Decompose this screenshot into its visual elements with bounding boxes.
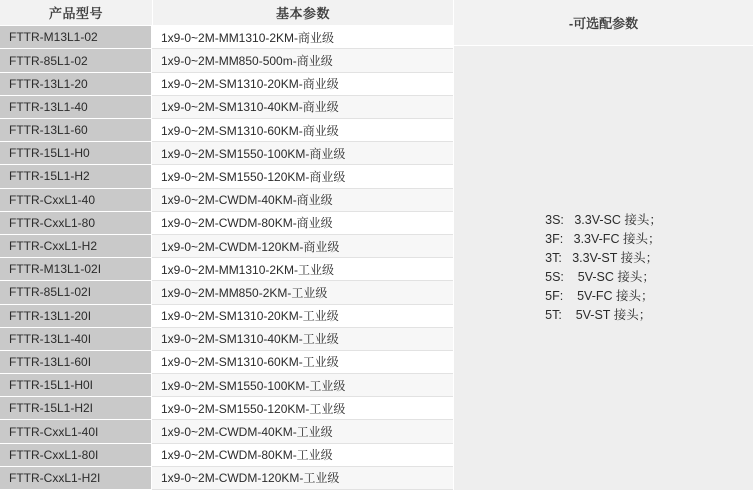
cell-basic-params: 1x9-0~2M-SM1310-60KM-商业级 <box>152 119 453 142</box>
cell-model: FTTR-CxxL1-H2 <box>0 235 152 258</box>
cell-basic-params: 1x9-0~2M-CWDM-120KM-商业级 <box>152 235 453 258</box>
cell-model: FTTR-85L1-02I <box>0 281 152 304</box>
cell-model: FTTR-13L1-20I <box>0 305 152 328</box>
cell-basic-params: 1x9-0~2M-MM850-500m-商业级 <box>152 49 453 72</box>
table-row <box>0 258 453 281</box>
cell-basic-params: 1x9-0~2M-SM1310-40KM-工业级 <box>152 328 453 351</box>
cell-model: FTTR-15L1-H0 <box>0 142 152 165</box>
optional-param-line: 5S: 5V-SC 接头； <box>545 270 655 284</box>
cell-model: FTTR-15L1-H0I <box>0 374 152 397</box>
cell-basic-params: 1x9-0~2M-SM1310-20KM-工业级 <box>152 305 453 328</box>
cell-model: FTTR-M13L1-02I <box>0 258 152 281</box>
cell-basic-params: 1x9-0~2M-SM1550-100KM-工业级 <box>152 374 453 397</box>
table-row <box>0 49 453 72</box>
cell-basic-params: 1x9-0~2M-SM1310-20KM-商业级 <box>152 73 453 96</box>
table-row <box>0 96 453 119</box>
optional-param-line: 5T: 5V-ST 接头； <box>545 308 652 322</box>
header-model: 产品型号 <box>0 0 152 25</box>
cell-basic-params: 1x9-0~2M-MM850-2KM-工业级 <box>152 281 453 304</box>
table-row <box>0 444 453 467</box>
header-basic-params: 基本参数 <box>152 0 453 25</box>
optional-param-line: 3F: 3.3V-FC 接头； <box>545 232 661 246</box>
table-row <box>0 281 453 304</box>
table-row <box>0 351 453 374</box>
cell-model: FTTR-M13L1-02 <box>0 26 152 49</box>
cell-model: FTTR-13L1-60I <box>0 351 152 374</box>
table-row <box>0 73 453 96</box>
cell-basic-params: 1x9-0~2M-SM1310-40KM-商业级 <box>152 96 453 119</box>
table-row <box>0 189 453 212</box>
cell-model: FTTR-13L1-60 <box>0 119 152 142</box>
table-row <box>0 374 453 397</box>
cell-basic-params: 1x9-0~2M-CWDM-120KM-工业级 <box>152 467 453 490</box>
cell-model: FTTR-15L1-H2 <box>0 165 152 188</box>
cell-basic-params: 1x9-0~2M-CWDM-40KM-工业级 <box>152 420 453 443</box>
cell-model: FTTR-CxxL1-80I <box>0 444 152 467</box>
cell-model: FTTR-13L1-20 <box>0 73 152 96</box>
cell-basic-params: 1x9-0~2M-CWDM-80KM-工业级 <box>152 444 453 467</box>
cell-basic-params: 1x9-0~2M-MM1310-2KM-商业级 <box>152 26 453 49</box>
optional-param-line: 3S: 3.3V-SC 接头； <box>545 213 662 227</box>
cell-model: FTTR-CxxL1-80 <box>0 212 152 235</box>
cell-basic-params: 1x9-0~2M-SM1310-60KM-工业级 <box>152 351 453 374</box>
table-header-row <box>0 0 453 26</box>
cell-model: FTTR-CxxL1-H2I <box>0 467 152 490</box>
table-row <box>0 420 453 443</box>
table-row <box>0 212 453 235</box>
table-row <box>0 328 453 351</box>
optional-params-list <box>545 212 662 324</box>
cell-basic-params: 1x9-0~2M-SM1550-120KM-工业级 <box>152 397 453 420</box>
optional-param-line: 3T: 3.3V-ST 接头； <box>545 251 659 265</box>
header-optional-params: -可选配参数 <box>454 0 753 46</box>
optional-params-body <box>454 46 753 490</box>
cell-model: FTTR-CxxL1-40 <box>0 189 152 212</box>
table-row <box>0 235 453 258</box>
optional-param-line: 5F: 5V-FC 接头； <box>545 289 654 303</box>
table-row <box>0 142 453 165</box>
table-row <box>0 26 453 49</box>
cell-model: FTTR-13L1-40I <box>0 328 152 351</box>
table-row <box>0 305 453 328</box>
spec-right-block <box>453 0 753 490</box>
cell-model: FTTR-85L1-02 <box>0 49 152 72</box>
cell-basic-params: 1x9-0~2M-MM1310-2KM-工业级 <box>152 258 453 281</box>
cell-model: FTTR-15L1-H2I <box>0 397 152 420</box>
table-row <box>0 165 453 188</box>
cell-basic-params: 1x9-0~2M-CWDM-80KM-商业级 <box>152 212 453 235</box>
cell-model: FTTR-CxxL1-40I <box>0 420 152 443</box>
cell-basic-params: 1x9-0~2M-SM1550-100KM-商业级 <box>152 142 453 165</box>
table-row <box>0 119 453 142</box>
table-body <box>0 26 453 490</box>
cell-basic-params: 1x9-0~2M-CWDM-40KM-商业级 <box>152 189 453 212</box>
table-row <box>0 397 453 420</box>
cell-model: FTTR-13L1-40 <box>0 96 152 119</box>
cell-basic-params: 1x9-0~2M-SM1550-120KM-商业级 <box>152 165 453 188</box>
table-row <box>0 467 453 490</box>
